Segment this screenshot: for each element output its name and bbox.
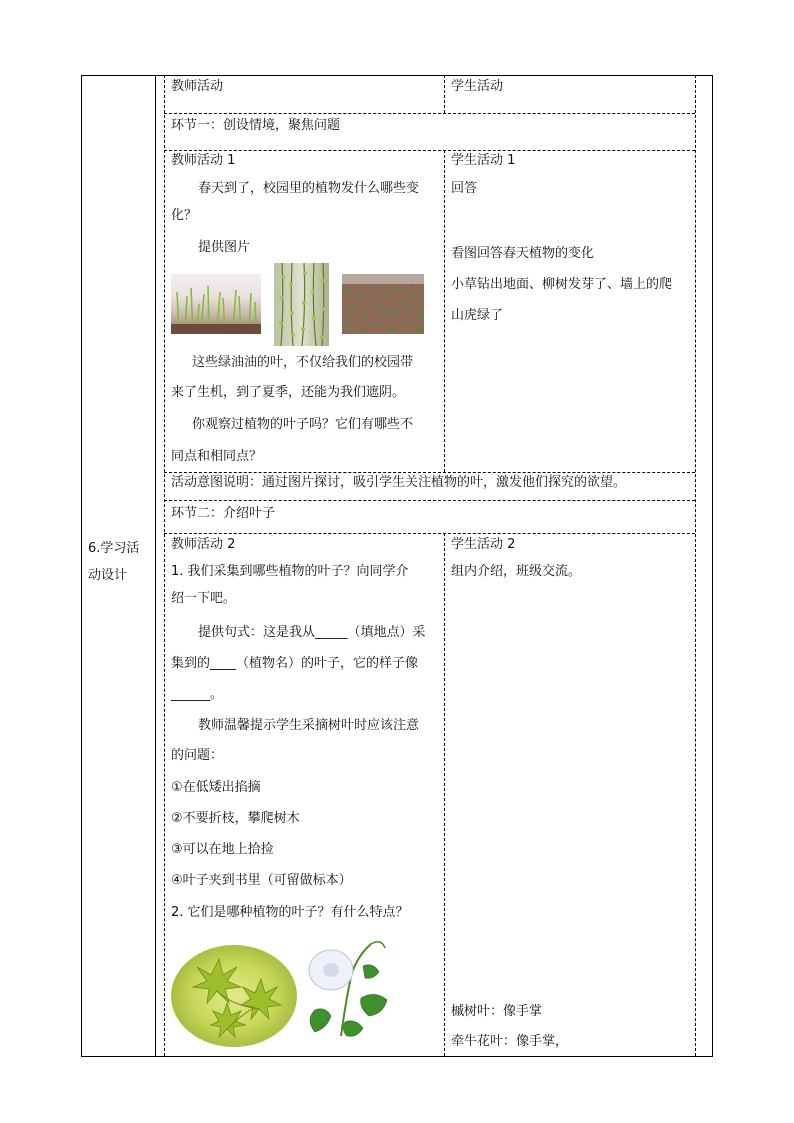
ivy-wall-photo — [342, 274, 424, 334]
column-split-block2 — [444, 533, 445, 1056]
block1-teacher-heading: 教师活动 1 — [171, 153, 236, 168]
section-label-line1: 6.学习活 — [88, 541, 140, 556]
block1-teacher-line: 同点和相同点？ — [171, 449, 263, 464]
activity-intent: 活动意图说明：通过图片探讨，吸引学生关注植物的叶，激发他们探究的欲望。 — [171, 475, 627, 490]
block1-student-line: 山虎绿了 — [451, 308, 504, 323]
maple-leaves-photo — [171, 945, 297, 1047]
sprouting-grass-photo — [171, 274, 261, 334]
block2-student-line: 槭树叶：像手掌 — [451, 1004, 543, 1019]
willow-branches-photo — [274, 263, 329, 346]
row-rule-4 — [164, 500, 695, 501]
row-rule-3 — [164, 472, 695, 473]
block1-teacher-line: 你观察过植物的叶子吗？它们有哪些不 — [192, 417, 414, 432]
block2-teacher-line: 1. 我们采集到哪些植物的叶子？向同学介 — [171, 564, 409, 579]
block2-teacher-line: ④叶子夹到书里（可留做标本） — [171, 873, 352, 888]
block2-teacher-line: ______。 — [171, 687, 224, 702]
inner-right-rule — [695, 75, 696, 1056]
table-border-right — [712, 75, 713, 1057]
row-rule-1 — [164, 113, 695, 114]
block2-teacher-line: 绍一下吧。 — [171, 591, 237, 606]
block2-teacher-line: ③可以在地上拾捡 — [171, 842, 274, 857]
block1-student-heading: 学生活动 1 — [451, 153, 516, 168]
block1-student-line: 回答 — [451, 181, 478, 196]
block2-teacher-line: 提供句式：这是我从_____（填地点）采 — [198, 625, 426, 640]
table-border-left — [81, 75, 82, 1057]
morning-glory-photo — [301, 936, 393, 1046]
inner-left-rule — [164, 75, 165, 1056]
block1-student-line: 看图回答春天植物的变化 — [451, 246, 595, 261]
column-split-upper — [444, 75, 445, 113]
label-column-divider — [155, 75, 156, 1057]
header-student: 学生活动 — [451, 79, 504, 94]
block2-teacher-heading: 教师活动 2 — [171, 537, 236, 552]
row-rule-5 — [164, 533, 695, 534]
block2-student-heading: 学生活动 2 — [451, 537, 516, 552]
block1-teacher-line: 这些绿油油的叶，不仅给我们的校园带 — [192, 355, 414, 370]
block2-teacher-line: 2. 它们是哪种植物的叶子？有什么特点？ — [171, 905, 409, 920]
block1-teacher-line: 春天到了，校园里的植物发什么哪些变 — [198, 181, 420, 196]
section1-title: 环节一：创设情境，聚焦问题 — [171, 118, 341, 133]
table-border-top — [81, 75, 713, 76]
block2-teacher-line: 教师温馨提示学生采摘树叶时应该注意 — [198, 718, 420, 733]
header-teacher: 教师活动 — [171, 79, 224, 94]
block2-student-line: 组内介绍，班级交流。 — [451, 564, 582, 579]
section2-title: 环节二：介绍叶子 — [171, 506, 276, 521]
section-label-line2: 动设计 — [88, 568, 128, 583]
block2-teacher-line: ②不要折枝，攀爬树木 — [171, 811, 300, 826]
block1-teacher-line: 化？ — [171, 208, 198, 223]
row-rule-2 — [164, 150, 695, 151]
column-split-block1 — [444, 150, 445, 472]
table-border-bottom — [81, 1056, 713, 1057]
block1-student-line: 小草钻出地面、柳树发芽了、墙上的爬 — [451, 277, 673, 292]
block2-teacher-line: ①在低矮出掐摘 — [171, 780, 261, 795]
block1-teacher-line: 来了生机，到了夏季，还能为我们遮阴。 — [171, 385, 406, 400]
block2-teacher-line: 集到的____（植物名）的叶子，它的样子像 — [171, 656, 419, 671]
block2-student-line: 牵牛花叶：像手掌， — [451, 1034, 569, 1049]
block1-teacher-line: 提供图片 — [198, 240, 251, 255]
block2-teacher-line: 的问题： — [171, 748, 224, 763]
